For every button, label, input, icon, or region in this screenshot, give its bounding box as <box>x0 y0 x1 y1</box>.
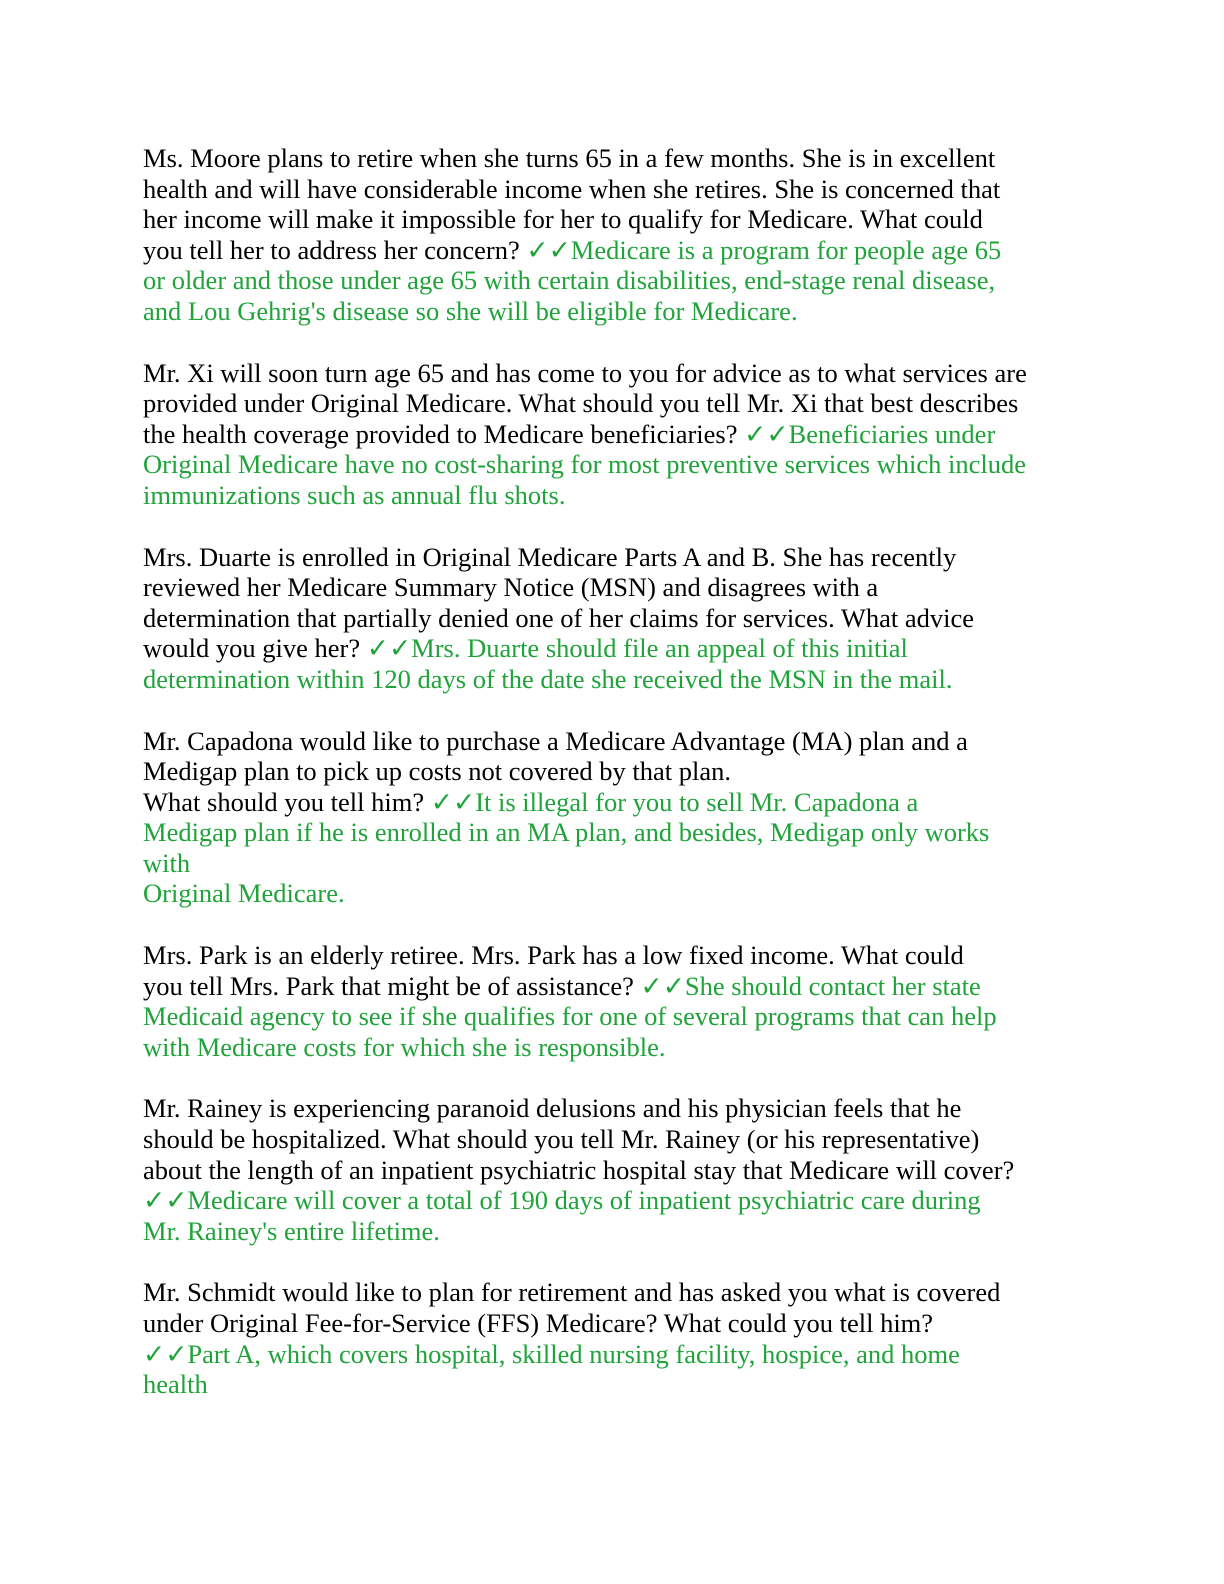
answer-line: Medicaid agency to see if she qualifies for one of several programs that can help <box>143 1001 997 1032</box>
answer-line: with <box>143 847 191 878</box>
answer-line: determination within 120 days of the date she received the MSN in the mail. <box>143 663 953 694</box>
document-body <box>143 143 1083 1431</box>
question-line: Medigap plan to pick up costs not covered by that plan. <box>143 756 732 787</box>
question-line: determination that partially denied one of her claims for services. What advice <box>143 602 974 633</box>
mixed-line <box>143 787 1083 818</box>
question-line: reviewed her Medicare Summary Notice (MSN) and disagrees with a <box>143 572 879 603</box>
qa-item-duarte <box>143 542 1083 695</box>
question-text: you tell Mrs. Park that might be of assistance? <box>143 970 641 1001</box>
question-line: under Original Fee-for-Service (FFS) Medicare? What could you tell him? <box>143 1308 934 1338</box>
answer-line: ✓✓Part A, which covers hospital, skilled nursing facility, hospice, and home <box>143 1338 960 1369</box>
answer-text: ✓✓Medicare is a program for people age 65 <box>526 234 1002 265</box>
question-line: Mr. Rainey is experiencing paranoid delusions and his physician feels that he <box>143 1093 962 1124</box>
answer-text: ✓✓It is illegal for you to sell Mr. Capadona a <box>430 786 919 817</box>
question-line: Mr. Schmidt would like to plan for retirement and has asked you what is covered <box>143 1277 1001 1308</box>
answer-text: ✓✓Beneficiaries under <box>744 418 996 449</box>
answer-line: Mr. Rainey's entire lifetime. <box>143 1215 440 1246</box>
question-text: would you give her? <box>143 633 367 664</box>
qa-item-park <box>143 940 1083 1062</box>
qa-item-rainey <box>143 1093 1083 1246</box>
question-line: her income will make it impossible for her to qualify for Medicare. What could <box>143 204 983 235</box>
question-line: provided under Original Medicare. What should you tell Mr. Xi that best describes <box>143 388 1019 419</box>
mixed-line <box>143 235 1083 266</box>
answer-line: immunizations such as annual flu shots. <box>143 479 566 510</box>
question-line: Mr. Capadona would like to purchase a Medicare Advantage (MA) plan and a <box>143 725 968 756</box>
answer-line: health <box>143 1369 208 1400</box>
question-line: Mrs. Duarte is enrolled in Original Medicare Parts A and B. She has recently <box>143 541 957 572</box>
question-line: about the length of an inpatient psychiatric hospital stay that Medicare will cover? <box>143 1154 1015 1185</box>
question-text: What should you tell him? <box>143 786 431 817</box>
qa-item-xi <box>143 358 1083 511</box>
mixed-line <box>143 971 1083 1002</box>
question-line: health and will have considerable income when she retires. She is concerned that <box>143 173 1001 204</box>
mixed-line <box>143 419 1083 450</box>
answer-line: ✓✓Medicare will cover a total of 190 days of inpatient psychiatric care during <box>143 1185 981 1216</box>
qa-item-moore <box>143 143 1083 327</box>
question-text: the health coverage provided to Medicare beneficiaries? <box>143 418 745 449</box>
answer-line: with Medicare costs for which she is responsible. <box>143 1031 666 1062</box>
mixed-line <box>143 633 1083 664</box>
answer-line: Medigap plan if he is enrolled in an MA plan, and besides, Medigap only works <box>143 817 990 848</box>
answer-text: ✓✓She should contact her state <box>640 970 981 1001</box>
answer-line: Original Medicare. <box>143 878 345 909</box>
qa-item-capadona <box>143 726 1083 910</box>
question-text: you tell her to address her concern? <box>143 234 527 265</box>
question-line: Mrs. Park is an elderly retiree. Mrs. Park has a low fixed income. What could <box>143 940 964 971</box>
answer-line: or older and those under age 65 with certain disabilities, end-stage renal disease, <box>143 265 996 296</box>
question-line: should be hospitalized. What should you tell Mr. Rainey (or his representative) <box>143 1124 980 1155</box>
question-line: Ms. Moore plans to retire when she turns 65 in a few months. She is in excellent <box>143 143 996 173</box>
answer-line: and Lou Gehrig's disease so she will be eligible for Medicare. <box>143 295 798 326</box>
answer-text: ✓✓Mrs. Duarte should file an appeal of this initial <box>366 633 908 664</box>
qa-item-schmidt <box>143 1277 1083 1399</box>
question-line: Mr. Xi will soon turn age 65 and has come to you for advice as to what services are <box>143 357 1027 388</box>
answer-line: Original Medicare have no cost-sharing for most preventive services which include <box>143 449 1027 480</box>
